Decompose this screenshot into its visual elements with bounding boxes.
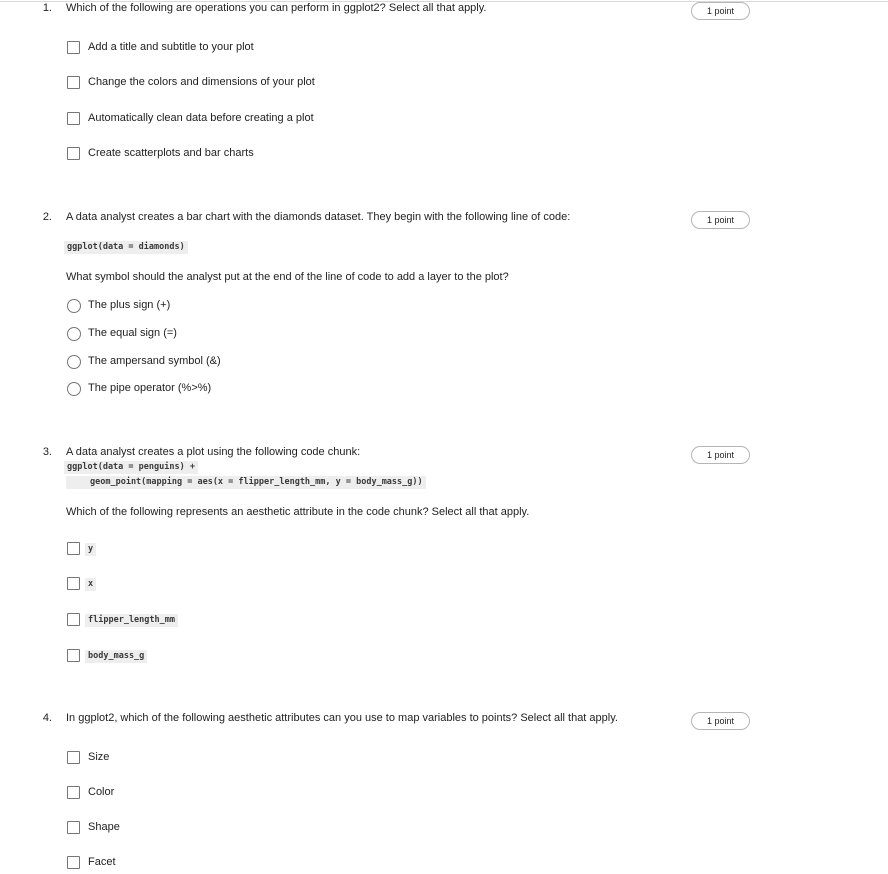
question-number: 1. — [42, 2, 52, 14]
checkbox-icon[interactable] — [67, 856, 80, 869]
radio-icon[interactable] — [67, 355, 81, 369]
option-label[interactable]: Create scatterplots and bar charts — [88, 147, 254, 159]
option-label[interactable]: x — [85, 578, 96, 591]
option-label[interactable]: The equal sign (=) — [88, 327, 177, 339]
question-prompt: Which of the following are operations you can perform in ggplot2? Select all that apply. — [66, 2, 487, 14]
question-prompt: A data analyst creates a plot using the following code chunk: — [66, 446, 361, 458]
checkbox-icon[interactable] — [67, 577, 80, 590]
checkbox-icon[interactable] — [67, 786, 80, 799]
checkbox-icon[interactable] — [67, 41, 80, 54]
checkbox-icon[interactable] — [67, 542, 80, 555]
code-line-1: ggplot(data = penguins) + — [64, 461, 198, 474]
points-badge: 1 point — [691, 2, 750, 20]
question-prompt: A data analyst creates a bar chart with the diamonds dataset. They begin with the following line of code: — [66, 211, 571, 223]
option-label[interactable]: The plus sign (+) — [88, 299, 171, 311]
option-label[interactable]: y — [85, 543, 96, 556]
option-label[interactable]: Add a title and subtitle to your plot — [88, 41, 254, 53]
option-label[interactable]: body_mass_g — [85, 650, 147, 663]
checkbox-icon[interactable] — [67, 76, 80, 89]
points-badge: 1 point — [691, 712, 750, 730]
code-snippet: ggplot(data = diamonds) — [64, 241, 188, 254]
option-label[interactable]: Facet — [88, 856, 116, 868]
option-label[interactable]: The ampersand symbol (&) — [88, 355, 221, 367]
radio-icon[interactable] — [67, 299, 81, 313]
points-badge: 1 point — [691, 211, 750, 229]
question-text: What symbol should the analyst put at the end of the line of code to add a layer to the plot? — [66, 271, 509, 283]
radio-icon[interactable] — [67, 382, 81, 396]
checkbox-icon[interactable] — [67, 821, 80, 834]
points-badge: 1 point — [691, 446, 750, 464]
option-label[interactable]: Automatically clean data before creating a plot — [88, 112, 314, 124]
checkbox-icon[interactable] — [67, 649, 80, 662]
checkbox-icon[interactable] — [67, 751, 80, 764]
checkbox-icon[interactable] — [67, 147, 80, 160]
checkbox-icon[interactable] — [67, 613, 80, 626]
question-number: 2. — [42, 211, 52, 223]
option-label[interactable]: Shape — [88, 821, 120, 833]
option-label[interactable]: Color — [88, 786, 115, 798]
question-number: 4. — [42, 712, 52, 724]
code-line-2: geom_point(mapping = aes(x = flipper_length_mm, y = body_mass_g)) — [66, 476, 426, 489]
checkbox-icon[interactable] — [67, 112, 80, 125]
option-label[interactable]: flipper_length_mm — [85, 614, 178, 627]
radio-icon[interactable] — [67, 327, 81, 341]
question-number: 3. — [42, 446, 52, 458]
question-text: Which of the following represents an aesthetic attribute in the code chunk? Select all that apply. — [66, 506, 530, 518]
question-prompt: In ggplot2, which of the following aesthetic attributes can you use to map variables to points? Select all that apply. — [66, 712, 618, 724]
option-label[interactable]: The pipe operator (%>%) — [88, 382, 212, 394]
option-label[interactable]: Size — [88, 751, 110, 763]
option-label[interactable]: Change the colors and dimensions of your plot — [88, 76, 315, 88]
